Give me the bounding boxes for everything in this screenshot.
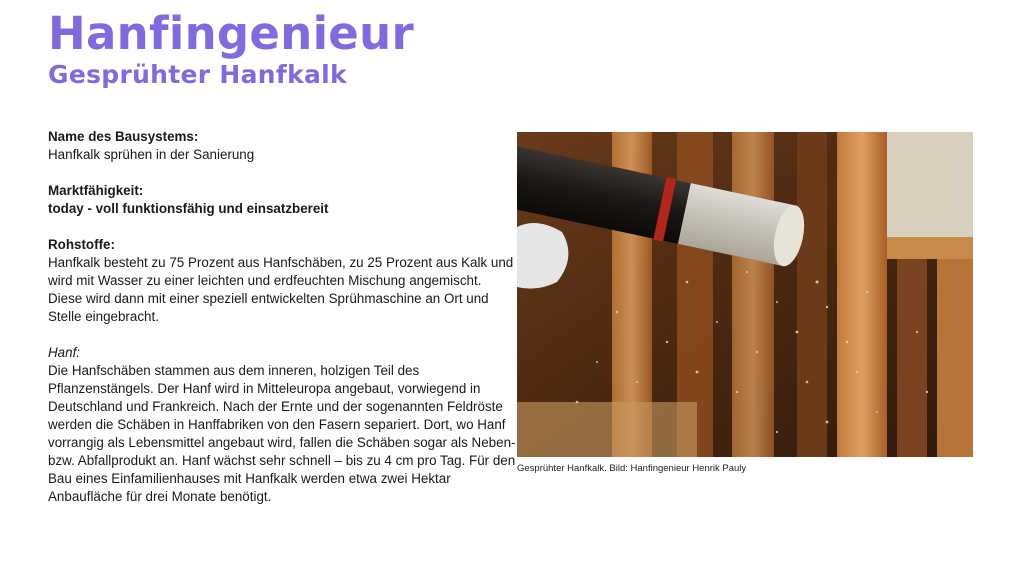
section-system-name: [48, 128, 518, 164]
market-readiness-value: today - voll funktionsfähig und einsatzbereit: [48, 201, 329, 216]
section-market-readiness: [48, 182, 518, 218]
system-name-label: Name des Bausystems:: [48, 129, 199, 144]
raw-materials-text: Hanfkalk besteht zu 75 Prozent aus Hanfschäben, zu 25 Prozent aus Kalk und wird mit Wasser zu einer leichten und erdfeuchten Mischung angemischt. Diese wird dann mit einer speziell entwickelten Sprühmaschine an Ort und Stelle eingebracht.: [48, 255, 514, 324]
page-title: Hanfingenieur: [48, 7, 414, 60]
section-hemp: [48, 344, 518, 506]
hemp-text: Die Hanfschäben stammen aus dem inneren, holzigen Teil des Pflanzenstängels. Der Hanf wird in Mitteleuropa angebaut, vorwiegend in Deutschland und Frankreich. Nach der Ernte und der sogenannten Feldröste werden die Schäben in Hanffabriken von den Fasern separiert. Dort, wo Hanf vorrangig als Lebensmittel angebaut wird, fallen die Schäben sogar als Neben- bzw. Abfallprodukt an. Hanf wächst sehr schnell – bis zu 4 cm pro Tag. Für den Bau eines Einfamilienhauses mit Hanfkalk werden etwa zwei Hektar Anbaufläche für drei Monate benötigt.: [48, 363, 516, 504]
photo-caption: Gesprühter Hanfkalk. Bild: Hanfingenieur Henrik Pauly: [517, 463, 747, 474]
system-name-value: Hanfkalk sprühen in der Sanierung: [48, 147, 255, 162]
hemp-heading: Hanf:: [48, 345, 81, 360]
raw-materials-label: Rohstoffe:: [48, 237, 115, 252]
section-raw-materials: [48, 236, 518, 326]
page-subtitle: Gesprühter Hanfkalk: [48, 60, 347, 89]
market-readiness-label: Marktfähigkeit:: [48, 183, 144, 198]
hemp-lime-spraying-photo: [517, 132, 973, 457]
text-column: [48, 128, 518, 524]
